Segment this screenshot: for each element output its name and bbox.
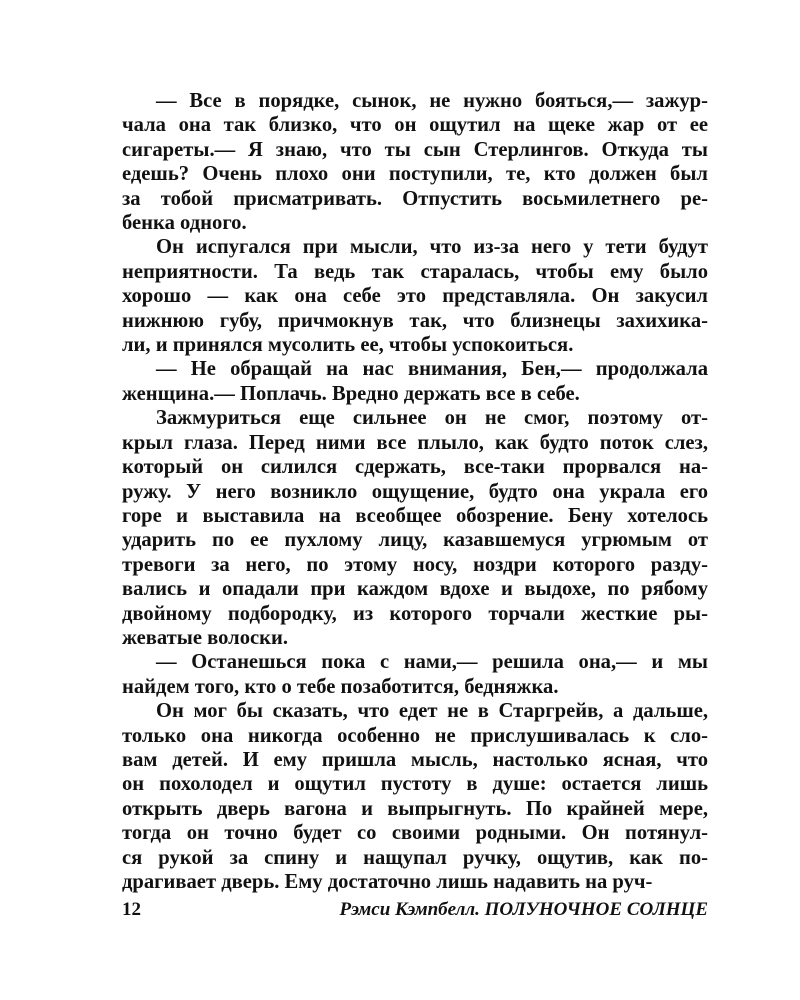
text-line: ся рукой за спину и нащупал ручку, ощутив, как по- xyxy=(122,846,708,869)
text-line: чала она так близко, что он ощутил на щеке жар от ее xyxy=(122,114,708,137)
text-line: который он силился сдержать, все-таки прорвался на- xyxy=(122,456,708,479)
text-line: вались и опадали при каждом вдохе и выдохе, по рябому xyxy=(122,578,708,601)
text-line: жеватые волоски. xyxy=(122,626,289,649)
paragraph xyxy=(122,235,708,357)
text-line: ли, и принялся мусолить ее, чтобы успокоиться. xyxy=(122,334,574,357)
text-line: ударить по ее пухлому лицу, казавшемуся угрюмым от xyxy=(122,529,708,552)
text-line: двойному подбородку, из которого торчали жесткие ры- xyxy=(122,602,708,625)
text-line: сигареты.— Я знаю, что ты сын Стерлингов. Откуда ты xyxy=(122,138,708,161)
text-line: бенка одного. xyxy=(122,212,247,235)
text-line: нижнюю губу, причмокнув так, что близнецы захихика- xyxy=(122,309,708,332)
text-line: драгивает дверь. Ему достаточно лишь надавить на руч- xyxy=(122,871,653,893)
page-number: 12 xyxy=(122,899,141,920)
page-footer xyxy=(122,899,708,925)
running-title: Рэмси Кэмпбелл. ПОЛУНОЧНОЕ СОЛНЦЕ xyxy=(339,899,708,920)
text-line: едешь? Очень плохо они поступили, те, кто должен был xyxy=(122,163,708,186)
text-line: за тобой присматривать. Отпустить восьмилетнего ре- xyxy=(122,187,708,210)
text-line: хорошо — как она себе это представляла. Он закусил xyxy=(122,285,708,308)
text-line: — Не обращай на нас внимания, Бен,— продолжала xyxy=(156,358,708,381)
text-line: Он мог бы сказать, что едет не в Старгрейв, а дальше, xyxy=(156,700,708,723)
text-line: горе и выставила на всеобщее обозрение. Бену хотелось xyxy=(122,504,708,527)
text-line: открыть дверь вагона и выпрыгнуть. По крайней мере, xyxy=(122,797,708,820)
paragraph xyxy=(122,89,708,235)
body-text xyxy=(122,89,708,894)
paragraph xyxy=(122,699,708,894)
text-line: тогда он точно будет со своими родными. Он потянул- xyxy=(122,822,708,845)
text-line: он похолодел и ощутил пустоту в душе: остается лишь xyxy=(122,773,708,796)
text-line: крыл глаза. Перед ними все плыло, как будто поток слез, xyxy=(122,431,708,454)
text-line: Зажмуриться еще сильнее он не смог, поэтому от- xyxy=(156,407,708,430)
text-line: женщина.— Поплачь. Вредно держать все в себе. xyxy=(122,382,580,405)
text-line: тревоги за него, по этому носу, ноздри которого разду- xyxy=(122,553,708,576)
paragraph xyxy=(122,357,708,406)
text-line: ружу. У него возникло ощущение, будто она украла его xyxy=(122,480,708,503)
text-line: неприятности. Та ведь так старалась, чтобы ему было xyxy=(122,260,708,283)
text-line: найдем того, кто о тебе позаботится, бедняжка. xyxy=(122,675,559,698)
paragraph xyxy=(122,406,708,650)
text-line: только она никогда особенно не прислушивалась к сло- xyxy=(122,724,708,747)
text-line: — Все в порядке, сынок, не нужно бояться,— зажур- xyxy=(156,90,708,112)
paragraph xyxy=(122,650,708,699)
text-line: Он испугался при мысли, что из-за него у тети будут xyxy=(156,236,708,259)
text-line: — Останешься пока с нами,— решила она,— и мы xyxy=(156,651,708,674)
text-line: вам детей. И ему пришла мысль, настолько ясная, что xyxy=(122,748,708,771)
